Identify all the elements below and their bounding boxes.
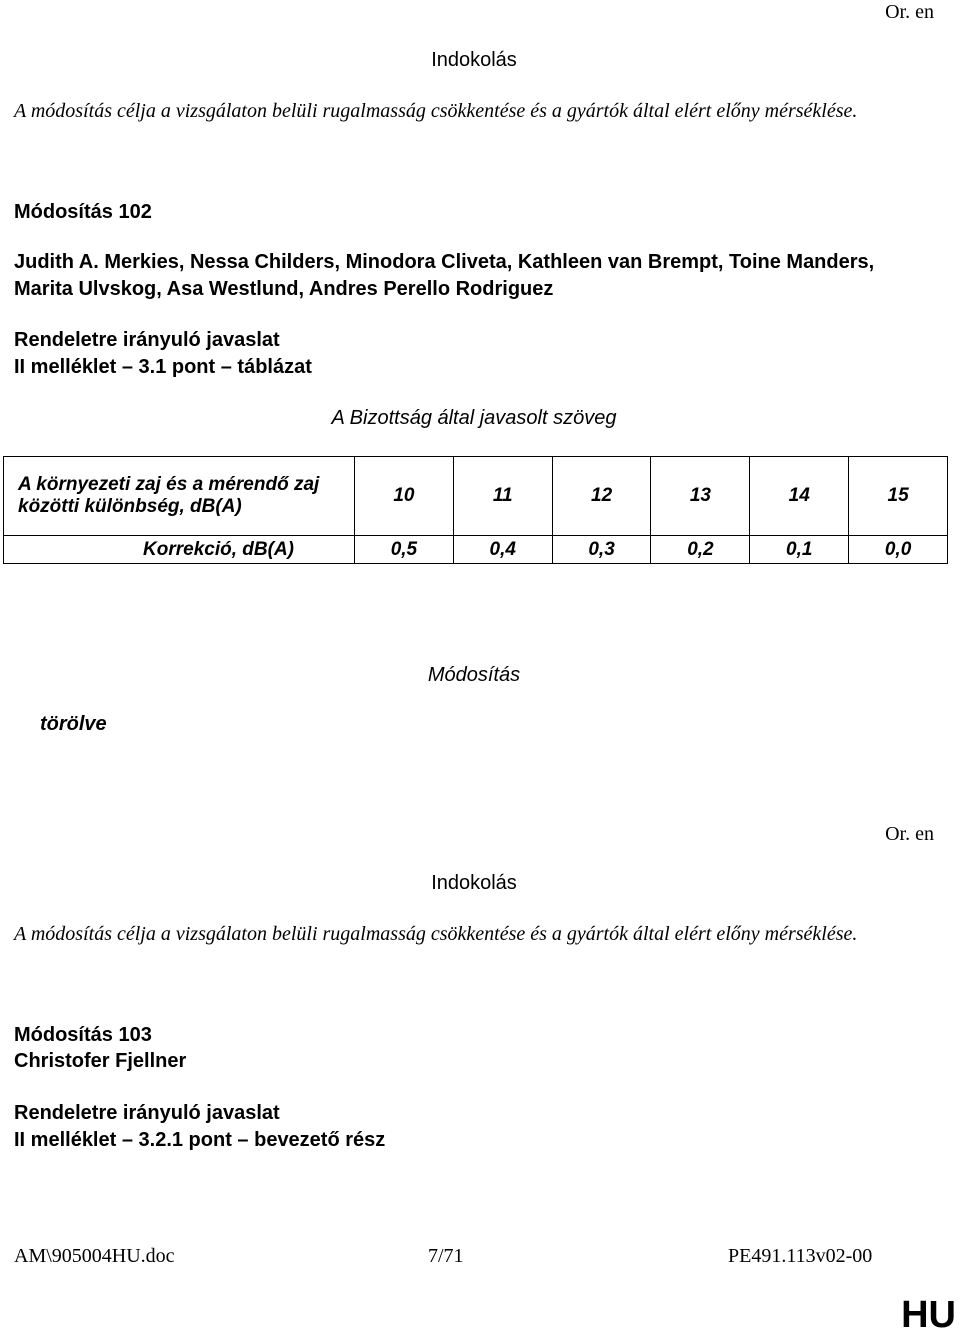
correction-table	[3, 456, 948, 564]
commission-text-heading: A Bizottság által javasolt szöveg	[331, 407, 617, 429]
table-row-correction	[4, 536, 948, 564]
justification-text: A módosítás célja a vizsgálaton belüli rugalmasság csökkentése és a gyártók által elért előny mérséklése.	[14, 923, 858, 945]
justification-heading: Indokolás	[431, 872, 517, 894]
deleted-label: törölve	[40, 713, 107, 735]
amendment-heading: Módosítás	[427, 664, 521, 686]
table-cell: 12	[552, 457, 651, 536]
justification-heading: Indokolás	[431, 49, 517, 71]
table-cell: 13	[651, 457, 750, 536]
amendment-authors-line1: Judith A. Merkies, Nessa Childers, Minodora Cliveta, Kathleen van Brempt, Toine Manders,	[14, 251, 875, 273]
amendment-reference: II melléklet – 3.2.1 pont – bevezető rész	[14, 1129, 386, 1151]
original-language-tag: Or. en	[885, 823, 934, 845]
amendment-authors-line2: Marita Ulvskog, Asa Westlund, Andres Perello Rodriguez	[14, 278, 554, 300]
table-cell: 15	[849, 457, 948, 536]
amendment-number: Módosítás 103	[14, 1024, 152, 1046]
proposal-title: Rendeletre irányuló javaslat	[14, 329, 280, 351]
amendment-reference: II melléklet – 3.1 pont – táblázat	[14, 356, 312, 378]
table-cell: 14	[750, 457, 849, 536]
table-cell: 0,5	[355, 536, 454, 564]
table-cell: 11	[453, 457, 552, 536]
table-cell: 0,2	[651, 536, 750, 564]
table-cell: 0,1	[750, 536, 849, 564]
justification-text: A módosítás célja a vizsgálaton belüli rugalmasság csökkentése és a gyártók által elért előny mérséklése.	[14, 100, 858, 122]
table-cell: 0,3	[552, 536, 651, 564]
table-cell: 10	[355, 457, 454, 536]
footer-reference: PE491.113v02-00	[728, 1245, 873, 1267]
table-row-difference	[4, 457, 948, 536]
language-code: HU	[901, 1294, 956, 1336]
amendment-author: Christofer Fjellner	[14, 1050, 187, 1072]
table-row-label: Korrekció, dB(A)	[4, 536, 355, 564]
original-language-tag: Or. en	[885, 1, 934, 23]
amendment-number: Módosítás 102	[14, 201, 152, 223]
table-cell: 0,0	[849, 536, 948, 564]
table-cell: 0,4	[453, 536, 552, 564]
footer-document-id: AM\905004HU.doc	[14, 1245, 175, 1267]
footer-page-number: 7/71	[428, 1245, 464, 1267]
proposal-title: Rendeletre irányuló javaslat	[14, 1102, 280, 1124]
table-row-label: A környezeti zaj és a mérendő zaj közötti különbség, dB(A)	[4, 457, 355, 536]
